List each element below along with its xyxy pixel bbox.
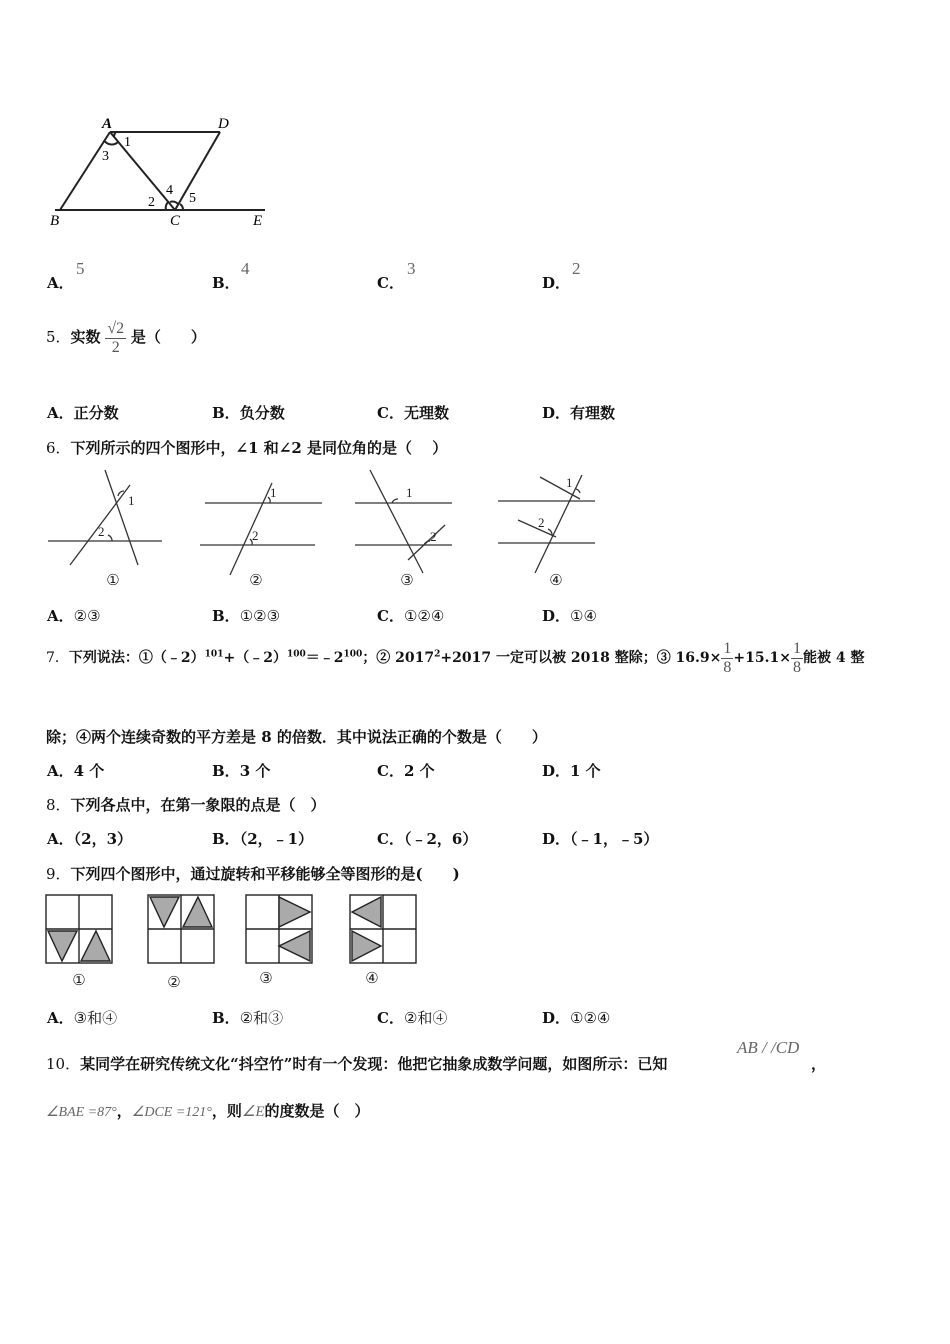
fraction-denominator: 8 (792, 658, 801, 676)
option-letter: B． (212, 274, 240, 292)
q7-part3: ＝﹣2 (305, 650, 344, 667)
option-text: 2 个 (403, 762, 435, 780)
option-letter: D． (542, 274, 571, 292)
q6-fig1-label: ① (106, 573, 120, 589)
q7-part4: ；② 2017 (362, 650, 435, 667)
option-letter: D． (542, 607, 571, 625)
q9-fig1-label: ① (72, 973, 86, 989)
q9-option-a[interactable] (47, 1007, 117, 1028)
q4-label-e: E (253, 213, 263, 229)
q6-figures (40, 465, 610, 590)
q4-angle-4: 4 (166, 183, 173, 198)
q7-option-c[interactable] (377, 760, 435, 781)
q8-option-a[interactable] (47, 828, 132, 849)
option-letter: A． (47, 607, 74, 625)
q10-stem-line2 (46, 1100, 370, 1121)
option-letter: C． (377, 762, 404, 780)
q5-post: 是（ ） (130, 328, 206, 347)
q4-parallelogram-figure (40, 110, 280, 235)
q7-sup3: 100 (343, 649, 363, 660)
q10-angle-bae: ∠BAE =87° (46, 1105, 117, 1120)
option-text: ①②④ (570, 1009, 611, 1027)
question-number: 9． (46, 865, 71, 883)
q7-fraction-1 (721, 640, 733, 676)
option-text: 3 个 (239, 762, 271, 780)
q4-angle-3: 3 (102, 149, 109, 164)
q4-option-c[interactable] (377, 272, 404, 293)
q9-fig2-label: ② (167, 975, 181, 991)
q6-fig4-label: ④ (549, 573, 563, 589)
q4-label-c: C (170, 213, 181, 229)
q4-option-b[interactable] (212, 272, 240, 293)
q8-stem (46, 794, 326, 815)
option-letter: D． (542, 830, 571, 848)
q7-part5: +2017 一定可以被 2018 整除；③ 16.9× (440, 650, 722, 667)
q6-fig2-angle1: 1 (270, 485, 277, 500)
option-text: ②和③ (239, 1009, 284, 1027)
question-number: 8． (46, 796, 71, 814)
q10-angle-e: ∠E (241, 1104, 265, 1120)
q9-figures (40, 890, 430, 995)
q10-text-end: 的度数是（ ） (264, 1102, 370, 1120)
q6-option-b[interactable] (212, 605, 280, 626)
option-letter: C． (377, 404, 404, 422)
question-number: 10． (46, 1055, 81, 1073)
q7-option-b[interactable] (212, 760, 270, 781)
q7-fraction-2 (791, 640, 803, 676)
q7-option-a[interactable] (47, 760, 104, 781)
q5-option-d[interactable] (542, 402, 615, 423)
q9-option-c[interactable] (377, 1007, 447, 1028)
q4-angle-5: 5 (189, 191, 196, 206)
q7-sup2: 100 (286, 649, 306, 660)
q9-stem (46, 863, 460, 884)
option-text: ③和④ (73, 1009, 118, 1027)
q7-stem-line1 (46, 640, 864, 676)
q4-label-a: A (102, 116, 113, 132)
q5-stem (46, 320, 206, 356)
question-number: 6． (46, 439, 71, 457)
option-text: ②③ (73, 607, 101, 625)
q10-text: 某同学在研究传统文化“抖空竹”时有一个发现：他把它抽象成数学问题，如图所示：已知 (80, 1055, 668, 1073)
q7-part6: +15.1× (733, 650, 791, 667)
q5-option-c[interactable] (377, 402, 449, 423)
question-number: 7． (46, 650, 69, 667)
q8-option-b[interactable] (212, 828, 313, 849)
q6-option-c[interactable] (377, 605, 444, 626)
option-text: 有理数 (570, 404, 616, 422)
q7-part7: 能被 4 整 (802, 650, 865, 667)
q10-comma: ， (811, 1055, 827, 1073)
question-number: 5． (46, 328, 71, 347)
option-letter: C． (377, 607, 404, 625)
q6-fig4-angle2: 2 (538, 515, 545, 530)
q9-fig3-label: ③ (259, 971, 273, 987)
option-letter: B． (212, 404, 240, 422)
q10-angle-dce: ∠DCE =121° (131, 1105, 212, 1120)
option-text: ②和④ (403, 1009, 448, 1027)
q8-text: 下列各点中，在第一象限的点是（ ） (70, 796, 326, 814)
q9-option-b[interactable] (212, 1007, 283, 1028)
option-letter: B． (212, 830, 240, 848)
q7-sup1: 101 (204, 649, 224, 660)
q6-fig2-label: ② (249, 573, 263, 589)
q6-stem (46, 437, 447, 458)
option-text: ①②④ (403, 607, 445, 625)
q6-fig4-angle1: 1 (566, 475, 573, 490)
q9-option-d[interactable] (542, 1007, 610, 1028)
option-letter: A． (47, 762, 74, 780)
option-letter: A． (47, 830, 74, 848)
option-text: （﹣2，6） (403, 830, 478, 848)
q6-fig1-angle1: 1 (128, 493, 135, 508)
option-text: （2，﹣1） (239, 830, 314, 848)
option-letter: A． (47, 274, 74, 292)
q10-parallel-ab-cd: AB / /CD (737, 1038, 800, 1057)
option-text: 4 个 (73, 762, 105, 780)
q8-option-d[interactable] (542, 828, 658, 849)
option-text: ①④ (570, 607, 597, 625)
q6-fig3-angle2: 2 (430, 529, 437, 544)
option-text: 1 个 (570, 762, 601, 780)
fraction-numerator: √2 (107, 320, 125, 337)
q6-fig3-label: ③ (400, 573, 414, 589)
option-text: （﹣1，﹣5） (570, 830, 659, 848)
q5-option-a[interactable] (47, 402, 119, 423)
option-letter: C． (377, 830, 404, 848)
q6-fig1-angle2: 2 (98, 524, 105, 539)
q4-angle-2: 2 (148, 195, 155, 210)
q9-fig4-label: ④ (365, 971, 379, 987)
option-letter: A． (47, 1009, 74, 1027)
q6-option-d[interactable] (542, 605, 597, 626)
q10-stem-line1 (46, 1053, 667, 1074)
q9-text: 下列四个图形中，通过旋转和平移能够全等图形的是( ) (70, 865, 460, 883)
q7-part1: 下列说法：①（﹣2） (68, 650, 205, 667)
q5-pre: 实数 (70, 328, 101, 347)
q6-text: 下列所示的四个图形中，∠1 和∠2 是同位角的是（ ） (70, 439, 448, 457)
q4-label-d: D (218, 116, 229, 132)
option-letter: B． (212, 762, 240, 780)
q10-sep: ， (116, 1102, 132, 1120)
option-letter: B． (212, 1009, 240, 1027)
q6-fig2-angle2: 2 (252, 528, 259, 543)
option-letter: C． (377, 1009, 404, 1027)
q7-stem-line2: 除；④两个连续奇数的平方差是 8 的倍数．其中说法正确的个数是（ ） (46, 728, 547, 746)
q7-option-d[interactable] (542, 760, 601, 781)
q5-fraction (105, 320, 126, 356)
option-text: 无理数 (403, 404, 449, 422)
q4-angle-1: 1 (124, 135, 131, 150)
q7-sup4: 2 (434, 649, 441, 660)
option-text: ①②③ (239, 607, 281, 625)
option-letter: C． (377, 274, 404, 292)
q4-option-d[interactable] (542, 272, 570, 293)
q6-option-a[interactable] (47, 605, 101, 626)
option-text: （2，3） (73, 830, 133, 848)
option-letter: A． (47, 404, 74, 422)
fraction-denominator: 2 (111, 338, 120, 356)
option-text: 负分数 (239, 404, 285, 422)
q7-part2: +（﹣2） (223, 650, 287, 667)
q4-option-c-value: 3 (407, 259, 416, 278)
option-letter: D． (542, 1009, 571, 1027)
q4-option-d-value: 2 (572, 259, 581, 278)
option-text: 正分数 (73, 404, 119, 422)
q4-label-b: B (50, 213, 60, 229)
q6-fig3-angle1: 1 (406, 485, 413, 500)
q4-option-a[interactable] (47, 272, 74, 293)
fraction-numerator: 1 (792, 640, 801, 657)
q8-option-c[interactable] (377, 828, 477, 849)
q4-option-a-value: 5 (76, 259, 85, 278)
q4-option-b-value: 4 (241, 259, 250, 278)
q10-text-then: ，则 (211, 1102, 242, 1120)
fraction-denominator: 8 (723, 658, 732, 676)
option-letter: B． (212, 607, 240, 625)
option-letter: D． (542, 762, 571, 780)
fraction-numerator: 1 (723, 640, 732, 657)
q5-option-b[interactable] (212, 402, 285, 423)
option-letter: D． (542, 404, 571, 422)
